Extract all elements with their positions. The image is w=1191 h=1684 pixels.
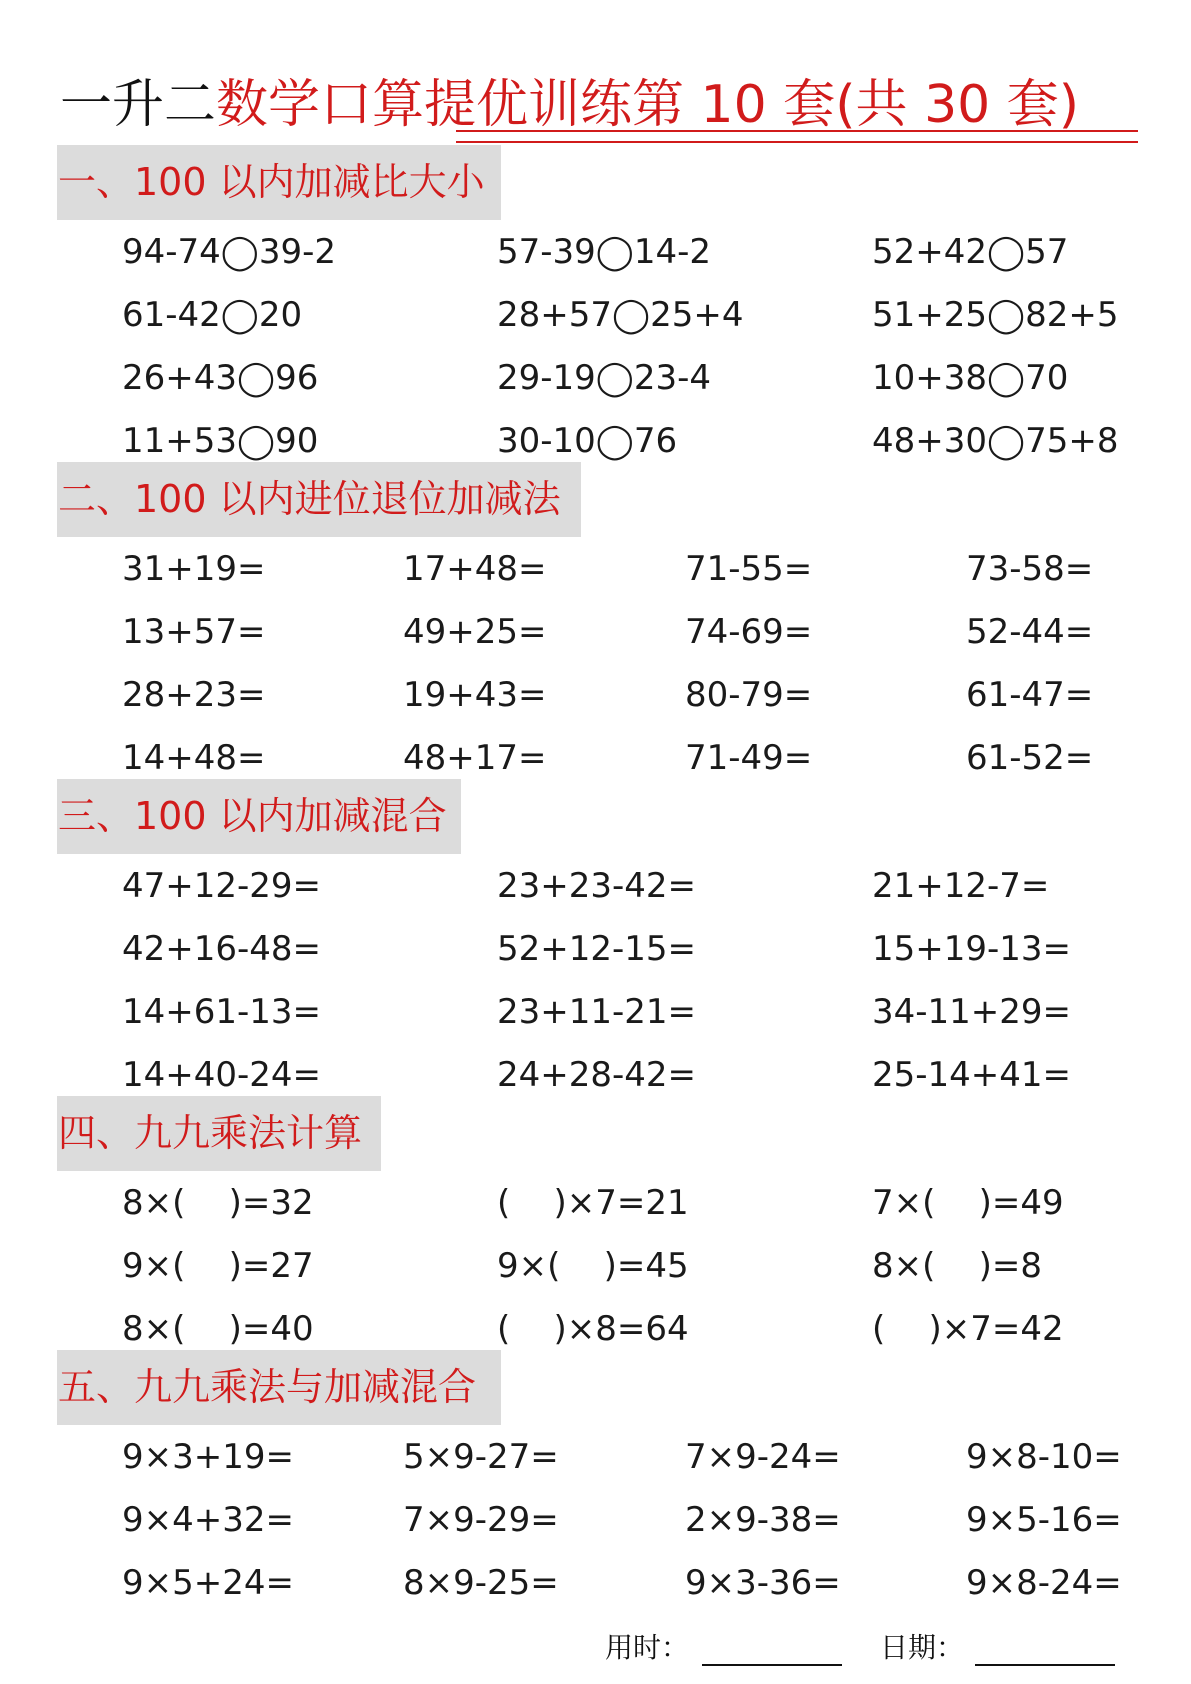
problem: 11+53◯90 (122, 421, 319, 461)
section-heading-2: 二、100 以内进位退位加减法 (57, 462, 581, 537)
section-heading-1: 一、100 以内加减比大小 (57, 145, 501, 220)
section-heading-3: 三、100 以内加减混合 (57, 779, 461, 854)
problem: 57-39◯14-2 (497, 232, 712, 272)
problem: 61-42◯20 (122, 295, 303, 335)
problem: 49+25= (403, 612, 547, 652)
date-blank (975, 1664, 1115, 1666)
title-main-a: 数学口算 (216, 75, 425, 135)
problem: 9×5-16= (966, 1500, 1122, 1540)
problem: 13+57= (122, 612, 266, 652)
problem: 71-55= (685, 549, 813, 589)
problem: 9×5+24= (122, 1563, 294, 1603)
problem: 28+57◯25+4 (497, 295, 744, 335)
problem: 73-58= (966, 549, 1094, 589)
section-heading-5: 五、九九乘法与加减混合 (57, 1350, 501, 1425)
problem: 26+43◯96 (122, 358, 319, 398)
problem: 21+12-7= (872, 866, 1050, 906)
problem: 9×8-24= (966, 1563, 1122, 1603)
problem: 28+23= (122, 675, 266, 715)
problem: 29-19◯23-4 (497, 358, 712, 398)
problem: 74-69= (685, 612, 813, 652)
problem: 48+30◯75+8 (872, 421, 1119, 461)
title-main-b: 提优训练第 10 套(共 30 套) (424, 75, 1080, 135)
problem: 15+19-13= (872, 929, 1072, 969)
problem: 8×( )=8 (872, 1246, 1042, 1286)
title-prefix: 一升二 (60, 75, 217, 135)
problem: 52+12-15= (497, 929, 697, 969)
problem: 61-52= (966, 738, 1094, 778)
title-underline (456, 130, 1138, 143)
problem: 9×3-36= (685, 1563, 841, 1603)
problem: 14+48= (122, 738, 266, 778)
problem: 52-44= (966, 612, 1094, 652)
problem: 9×( )=45 (497, 1246, 689, 1286)
problem: 10+38◯70 (872, 358, 1069, 398)
problem: 17+48= (403, 549, 547, 589)
problem: 94-74◯39-2 (122, 232, 337, 272)
section-heading-4: 四、九九乘法计算 (57, 1096, 381, 1171)
time-label: 用时： (605, 1631, 690, 1664)
problem: 9×3+19= (122, 1437, 294, 1477)
problem: 14+61-13= (122, 992, 322, 1032)
problem: 2×9-38= (685, 1500, 841, 1540)
problem: 23+23-42= (497, 866, 697, 906)
problem: 25-14+41= (872, 1055, 1072, 1095)
problem: 7×9-29= (403, 1500, 559, 1540)
problem: ( )×7=21 (497, 1183, 689, 1223)
problem: 9×( )=27 (122, 1246, 314, 1286)
problem: 30-10◯76 (497, 421, 678, 461)
problem: 14+40-24= (122, 1055, 322, 1095)
problem: 7×( )=49 (872, 1183, 1064, 1223)
problem: 7×9-24= (685, 1437, 841, 1477)
problem: 23+11-21= (497, 992, 697, 1032)
time-blank (702, 1664, 842, 1666)
problem: 5×9-27= (403, 1437, 559, 1477)
problem: 42+16-48= (122, 929, 322, 969)
problem: 8×( )=40 (122, 1309, 314, 1349)
problem: 61-47= (966, 675, 1094, 715)
problem: ( )×7=42 (872, 1309, 1064, 1349)
problem: 9×4+32= (122, 1500, 294, 1540)
problem: 8×9-25= (403, 1563, 559, 1603)
problem: 51+25◯82+5 (872, 295, 1119, 335)
problem: 52+42◯57 (872, 232, 1069, 272)
problem: 34-11+29= (872, 992, 1072, 1032)
problem: 24+28-42= (497, 1055, 697, 1095)
problem: ( )×8=64 (497, 1309, 689, 1349)
problem: 19+43= (403, 675, 547, 715)
problem: 8×( )=32 (122, 1183, 314, 1223)
problem: 9×8-10= (966, 1437, 1122, 1477)
problem: 71-49= (685, 738, 813, 778)
date-label: 日期： (880, 1631, 965, 1664)
problem: 80-79= (685, 675, 813, 715)
problem: 48+17= (403, 738, 547, 778)
problem: 31+19= (122, 549, 266, 589)
problem: 47+12-29= (122, 866, 322, 906)
